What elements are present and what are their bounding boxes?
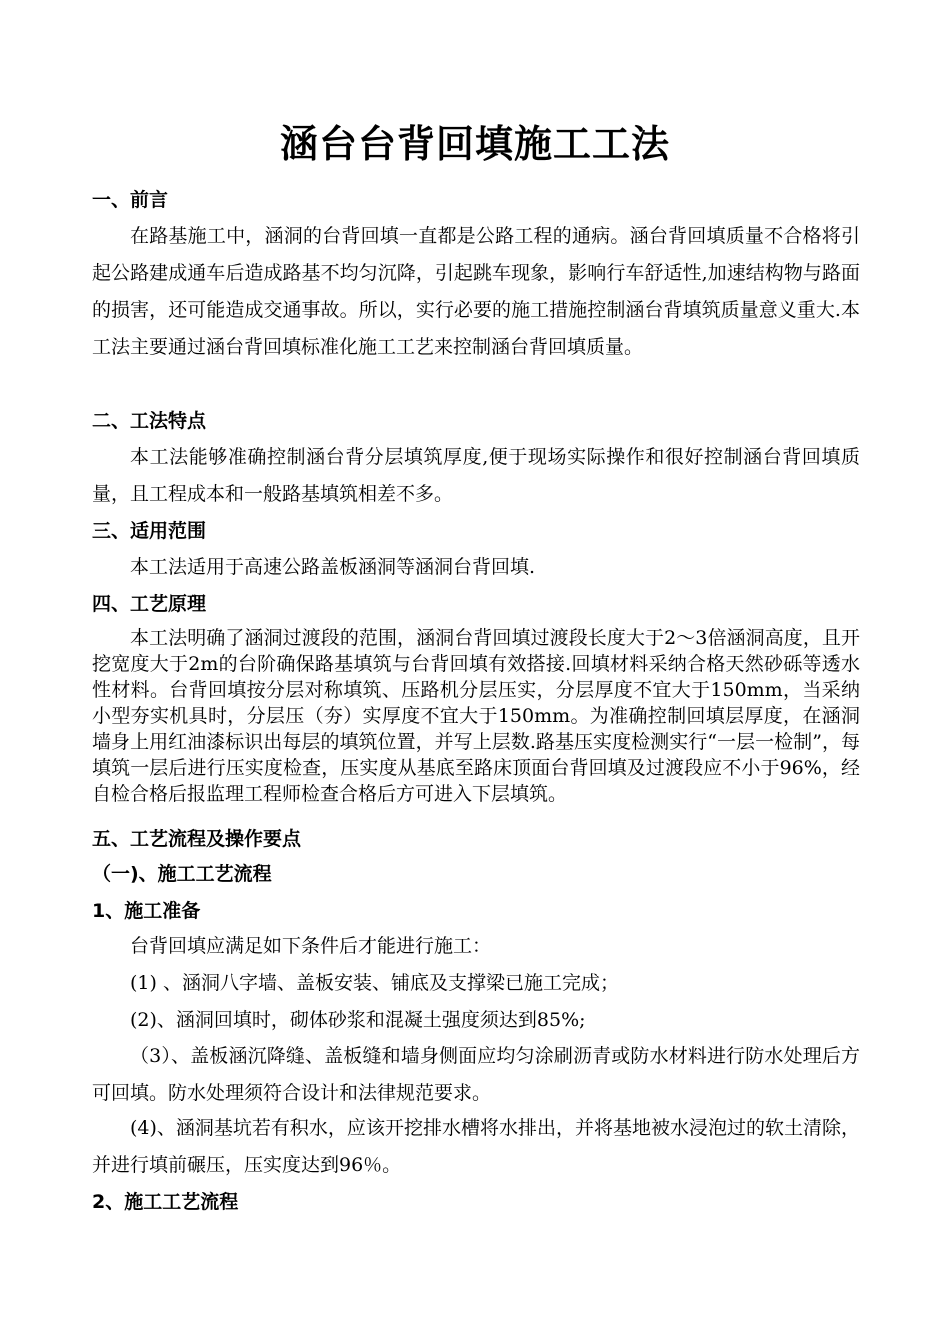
page-title: 涵台台背回填施工工法 [279,122,670,166]
section-heading-features: 二、工法特点 [92,410,207,432]
item-heading-preparation: 1、施工准备 [92,900,201,922]
paragraph-scope: 本工法适用于高速公路盖板涵洞等涵洞台背回填. [130,556,536,578]
condition-item-2: (2)、涵洞回填时，砌体砂浆和混凝土强度须达到85%; [130,1009,586,1031]
section-heading-scope: 三、适用范围 [92,520,207,542]
condition-item-3: （3）、盖板涵沉降缝、盖板缝和墙身侧面应均匀涂刷沥青或防水材料进行防水处理后方可回填。防水处理须符合设计和法律规范要求。 [92,1045,860,1104]
item-heading-flow: 2、施工工艺流程 [92,1191,239,1213]
paragraph-features: 本工法能够准确控制涵台背分层填筑厚度,便于现场实际操作和很好控制涵台背回填质量，且工程成本和一般路基填筑相差不多。 [92,446,860,505]
section-heading-preface: 一、前言 [92,189,169,211]
paragraph-preface: 在路基施工中，涵洞的台背回填一直都是公路工程的通病。涵台背回填质量不合格将引起公路建成通车后造成路基不均匀沉降，引起跳车现象，影响行车舒适性,加速结构物与路面的损害，还可能造成交通事故。所以，实行必要的施工措施控制涵台背填筑质量意义重大.本工法主要通过涵台背回填标准化施工工艺来控制涵台背回填质量。 [92,225,860,358]
section-heading-principle: 四、工艺原理 [92,593,207,615]
paragraph-conditions-intro: 台背回填应满足如下条件后才能进行施工： [130,935,492,957]
condition-item-1: (1) 、涵洞八字墙、盖板安装、铺底及支撑梁已施工完成； [130,972,619,994]
subsection-heading-flow: （一)、施工工艺流程 [92,863,272,885]
paragraph-principle: 本工法明确了涵洞过渡段的范围，涵洞台背回填过渡段长度大于2～3倍涵洞高度，且开挖宽度大于2m的台阶确保路基填筑与台背回填有效搭接.回填材料采纳合格天然砂砾等透水性材料。台背回填按分层对称填筑、压路机分层压实，分层厚度不宜大于150mm，当采纳小型夯实机具时，分层压（夯）实厚度不宜大于150mm。为准确控制回填层厚度，在涵洞墙身上用红油漆标识出每层的填筑位置，并写上层数.路基压实度检测实行“一层一检制”，每填筑一层后进行压实度检查，压实度从基底至路床顶面台背回填及过渡段应不小于96%，经自检合格后报监理工程师检查合格后方可进入下层填筑。 [92,627,860,805]
condition-item-4: (4)、涵洞基坑若有积水，应该开挖排水槽将水排出，并将基地被水浸泡过的软土清除，并进行填前碾压，压实度达到96％。 [92,1117,860,1176]
section-heading-process: 五、工艺流程及操作要点 [92,828,302,850]
